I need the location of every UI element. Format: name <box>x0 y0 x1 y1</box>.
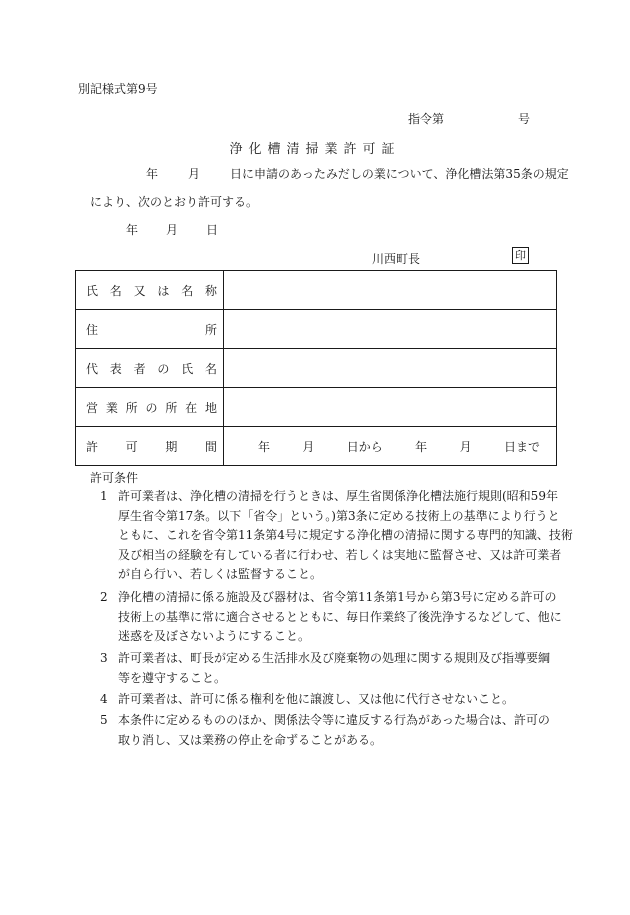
conditions-title: 許可条件 <box>90 471 139 485</box>
issuer-mayor: 川西町長 <box>372 252 421 266</box>
row-label-address: 住所 <box>76 310 224 349</box>
condition-text <box>118 711 552 750</box>
application-month: 月 <box>188 167 201 181</box>
directive-suffix: 号 <box>518 112 531 126</box>
row-value-address <box>224 310 557 349</box>
row-value-representative <box>224 349 557 388</box>
row-label-permit-period: 許可期間 <box>76 427 224 466</box>
condition-line: 厚生省令第17条。以下「省令」という。)第3条に定める技術上の基準により行うと <box>118 508 560 523</box>
issue-date <box>126 221 218 238</box>
period-from-month: 月 <box>302 439 315 454</box>
document-title: 浄化槽清掃業許可証 <box>229 142 401 157</box>
condition-line: ともに、これを省令第11条第4号に規定する浄化槽の清掃に関する専門的知識、技術 <box>118 528 573 542</box>
condition-item <box>78 711 552 750</box>
row-label-name: 氏名又は名称 <box>76 271 224 310</box>
condition-line: 技術上の基準に常に適合させるとともに、毎日作業終了後洗浄するなどして、他に <box>118 609 562 624</box>
condition-line: 取り消し、又は業務の停止を命ずることがある。 <box>118 732 383 747</box>
body-text-line-1 <box>146 165 569 182</box>
row-value-name <box>224 271 557 310</box>
issue-month: 月 <box>166 223 179 237</box>
directive-prefix: 指令第 <box>408 112 445 126</box>
period-to-day: 日まで <box>503 439 540 454</box>
application-year: 年 <box>146 167 159 181</box>
row-value-permit-period <box>224 427 557 466</box>
period-from-day: 日から <box>346 439 383 454</box>
form-number: 別記様式第9号 <box>78 82 158 96</box>
condition-line: 浄化槽の清掃に係る施設及び器材は、省令第11条第1号から第3号に定める許可の <box>118 590 557 604</box>
condition-line: 許可業者は、許可に係る権利を他に譲渡し、又は他に代行させないこと。 <box>118 692 515 706</box>
permit-info-table <box>75 270 557 466</box>
seal-mark: 印 <box>512 247 529 264</box>
period-to-month: 月 <box>459 439 472 454</box>
condition-line: 許可業者は、町長が定める生活排水及び廃棄物の処理に関する規則及び指導要綱 <box>118 651 551 665</box>
row-label-representative: 代表者の氏名 <box>76 349 224 388</box>
row-value-office-location <box>224 388 557 427</box>
period-to-year: 年 <box>415 439 428 454</box>
table-row <box>76 271 557 310</box>
condition-text <box>118 649 552 688</box>
condition-line: 本条件に定めるもののほか、関係法令等に違反する行為があった場合は、許可の <box>118 713 550 727</box>
row-label-office-location: 営業所の所在地 <box>76 388 224 427</box>
issue-year: 年 <box>126 223 139 237</box>
table-row <box>76 310 557 349</box>
condition-number: 4 <box>100 692 108 706</box>
period-from-year: 年 <box>258 439 271 454</box>
condition-item <box>78 588 562 647</box>
condition-line: 許可業者は、浄化槽の清掃を行うときは、厚生省関係浄化槽法施行規則(昭和59年 <box>118 489 558 503</box>
condition-text <box>118 690 552 710</box>
condition-line: が自ら行い、若しくは監督すること。 <box>118 567 323 581</box>
issue-day: 日 <box>206 223 219 237</box>
condition-line: 迷惑を及ぼさないようにすること。 <box>118 629 311 643</box>
directive-number <box>408 110 530 127</box>
permit-period <box>224 438 556 455</box>
condition-text <box>118 588 562 647</box>
condition-line: 及び相当の経験を有している者に行わせ、若しくは実地に監督させ、又は許可業者 <box>118 547 562 562</box>
condition-item <box>78 690 552 710</box>
condition-number: 2 <box>100 590 108 604</box>
body-line1-rest: 日に申請のあったみだしの業について、浄化槽法第35条の規定 <box>230 167 569 181</box>
condition-number: 3 <box>100 651 108 665</box>
condition-text <box>118 487 573 585</box>
condition-line: 等を遵守すること。 <box>118 670 227 685</box>
condition-number: 1 <box>100 489 108 503</box>
body-text-line-2: により、次のとおり許可する。 <box>90 195 259 209</box>
table-row <box>76 427 557 466</box>
condition-item <box>78 649 552 688</box>
condition-number: 5 <box>100 713 108 727</box>
condition-item <box>78 487 573 585</box>
table-row <box>76 388 557 427</box>
table-row <box>76 349 557 388</box>
